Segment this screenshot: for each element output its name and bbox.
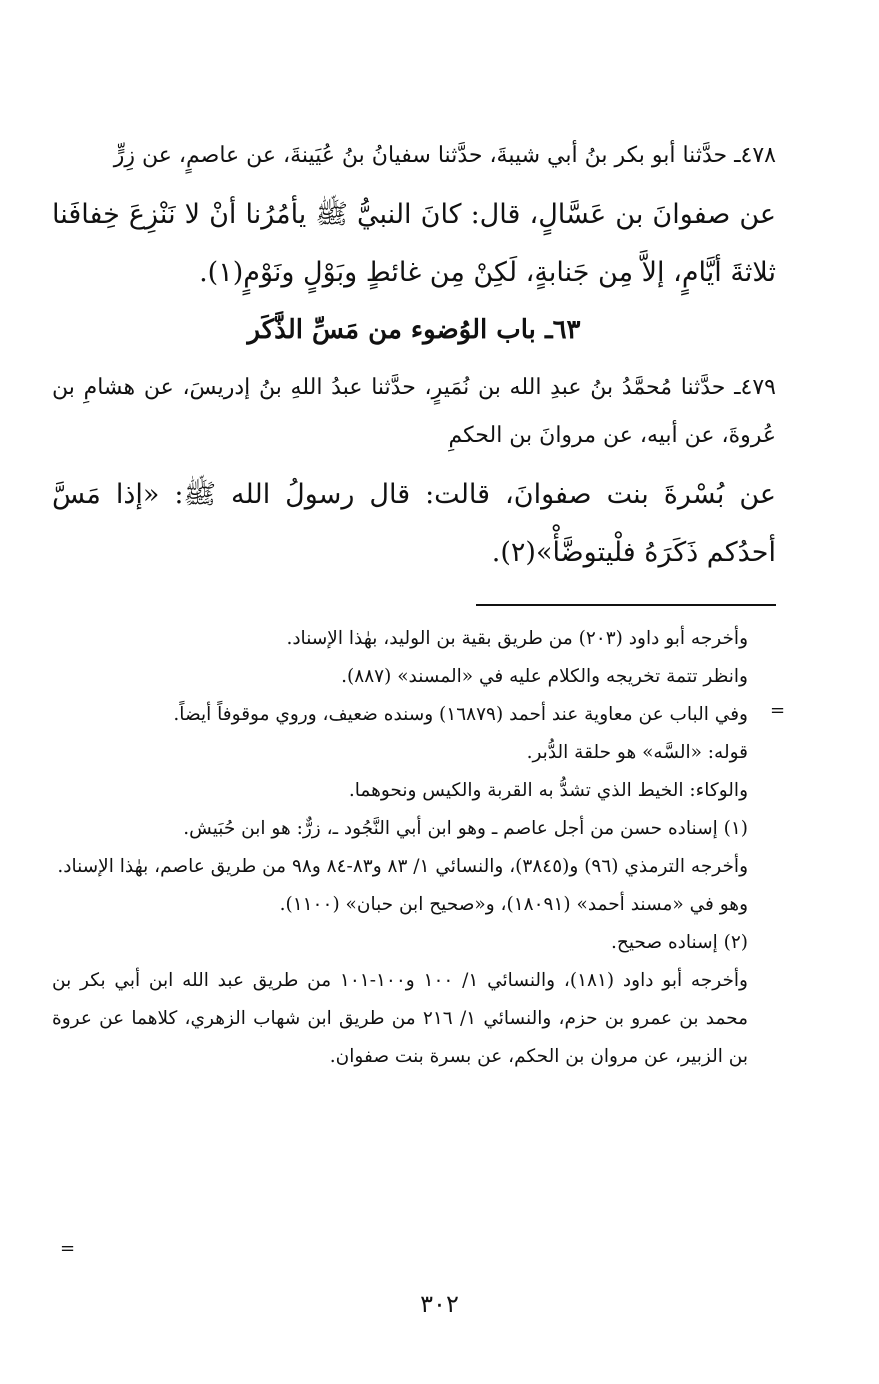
continuation-mark: = — [770, 700, 786, 721]
footnote-line: وأخرجه أبو داود (٢٠٣) من طريق بقية بن الوليد، بهٰذا الإسناد. — [286, 628, 748, 649]
page-number: ٣٠٢ — [420, 1290, 459, 1318]
footnote-line: (١) إسناده حسن من أجل عاصم ـ وهو ابن أبي النَّجُود ـ، زرٌّ: هو ابن حُبَيش. — [183, 818, 748, 839]
footnote-line: قوله: «السَّه» هو حلقة الدُّبر. — [526, 742, 748, 763]
page-body — [52, 132, 776, 1076]
hadith-479-isnad: ٤٧٩ـ حدَّثنا مُحمَّدُ بنُ عبدِ الله بن نُمَيرٍ، حدَّثنا عبدُ اللهِ بنُ إدريسَ، عن هشامِ بن عُروةَ، عن أبيه، عن مروانَ بن الحكمِ — [52, 375, 776, 448]
footnote-line: (٢) إسناده صحيح. — [611, 932, 748, 953]
chapter-heading: ٦٣ـ باب الوُضوء من مَسِّ الذَّكَر — [247, 315, 581, 345]
footnote-line: وفي الباب عن معاوية عند أحمد (١٦٨٧٩) وسنده ضعيف، وروي موقوفاً أيضاً. — [173, 704, 748, 725]
footnote-line: والوكاء: الخيط الذي تشدُّ به القربة والكيس ونحوهما. — [348, 780, 748, 801]
hadith-478-isnad: ٤٧٨ـ حدَّثنا أبو بكر بنُ أبي شيبةَ، حدَّثنا سفيانُ بنُ عُيَينةَ، عن عاصمٍ، عن زِرٍّ — [113, 143, 776, 168]
footnote-separator — [476, 604, 776, 606]
footnote-line: وانظر تتمة تخريجه والكلام عليه في «المسند» (٨٨٧). — [341, 666, 748, 687]
footnote-line: وأخرجه الترمذي (٩٦) و(٣٨٤٥)، والنسائي ١/ ٨٣ و٨٣-٨٤ و٩٨ من طريق عاصم، بهٰذا الإسناد. — [57, 856, 748, 877]
footnote-line: وأخرجه أبو داود (١٨١)، والنسائي ١/ ١٠٠ و١٠٠-١٠١ من طريق عبد الله ابن أبي بكر بن محمد بن عمرو بن حزم، والنسائي ١/ ٢١٦ من طريق ابن شهاب الزهري، كلاهما عن عروة بن الزبير، عن مروان بن الحكم، عن بسرة بنت صفوان. — [52, 970, 748, 1067]
hadith-478-matn: عن صفوانَ بن عَسَّالٍ، قال: كانَ النبيُّ ﷺ يأمُرُنا أنْ لا نَنْزِعَ خِفافَنا ثلاثةَ أيَّامٍ، إلاَّ مِن جَنابةٍ، لَكِنْ مِن غائطٍ وبَوْلٍ ونَوْمٍ(١). — [52, 199, 776, 288]
end-continuation-mark: = — [60, 1238, 76, 1259]
hadith-479-matn: عن بُسْرةَ بنت صفوانَ، قالت: قال رسولُ الله ﷺ: «إذا مَسَّ أحدُكم ذَكَرَهُ فلْيتوضَّأْ»(٢). — [52, 479, 776, 568]
footnote-line: وهو في «مسند أحمد» (١٨٠٩١)، و«صحيح ابن حبان» (١١٠٠). — [279, 894, 748, 915]
footnotes — [52, 620, 776, 1076]
